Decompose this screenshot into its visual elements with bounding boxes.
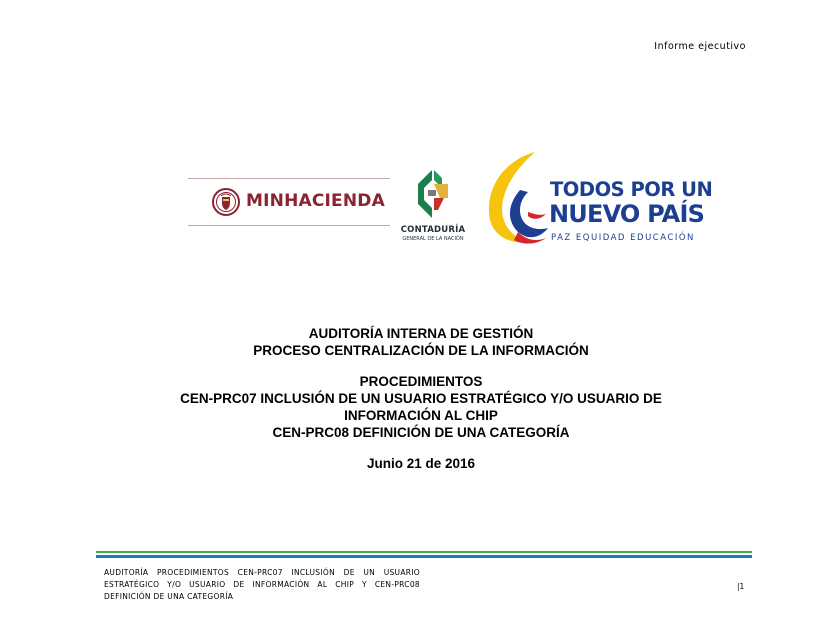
contaduria-subtitle: GENERAL DE LA NACIÓN: [402, 236, 464, 242]
title-block-procedures: [100, 373, 742, 441]
logo-bar: [188, 148, 713, 252]
todos-por-un-nuevo-pais-logo: [480, 148, 713, 252]
todos-line3: PAZ EQUIDAD EDUCACIÓN: [551, 233, 695, 243]
todos-line2: NUEVO PAÍS: [549, 200, 705, 228]
title-line6: CEN-PRC08 DEFINICIÓN DE UNA CATEGORÍA: [272, 425, 570, 440]
title-line3: PROCEDIMIENTOS: [359, 374, 483, 389]
page-number: |1: [737, 582, 745, 591]
title-date: [100, 455, 742, 472]
date-text: Junio 21 de 2016: [366, 456, 476, 471]
contaduria-logo: [400, 168, 466, 248]
header-note: Informe ejecutivo: [654, 41, 746, 52]
title-line1: AUDITORÍA INTERNA DE GESTIÓN: [308, 326, 534, 341]
title-block-main: [100, 325, 742, 359]
coat-of-arms-icon: [212, 188, 240, 216]
contaduria-name: CONTADURÍA: [400, 225, 466, 235]
minhacienda-logo: [188, 178, 390, 226]
footer-divider: [96, 551, 752, 558]
title-line5: INFORMACIÓN AL CHIP: [344, 408, 498, 423]
footer-text: AUDITORÍA PROCEDIMIENTOS CEN-PRC07 INCLUSIÓN DE UN USUARIO ESTRATÉGICO Y/O USUARIO DE INFORMACIÓN AL CHIP Y CEN-PRC08 DEFINICIÓN DE UNA CATEGORÍA: [104, 568, 420, 601]
todos-line1: TODOS POR UN: [550, 178, 713, 201]
minhacienda-text: MINHACIENDA: [246, 191, 385, 211]
contaduria-mark-icon: [414, 168, 452, 226]
title-line4: CEN-PRC07 INCLUSIÓN DE UN USUARIO ESTRATÉGICO Y/O USUARIO DE: [180, 391, 662, 406]
flag-swoosh-icon: [480, 150, 550, 246]
title-line2: PROCESO CENTRALIZACIÓN DE LA INFORMACIÓN: [253, 343, 589, 358]
